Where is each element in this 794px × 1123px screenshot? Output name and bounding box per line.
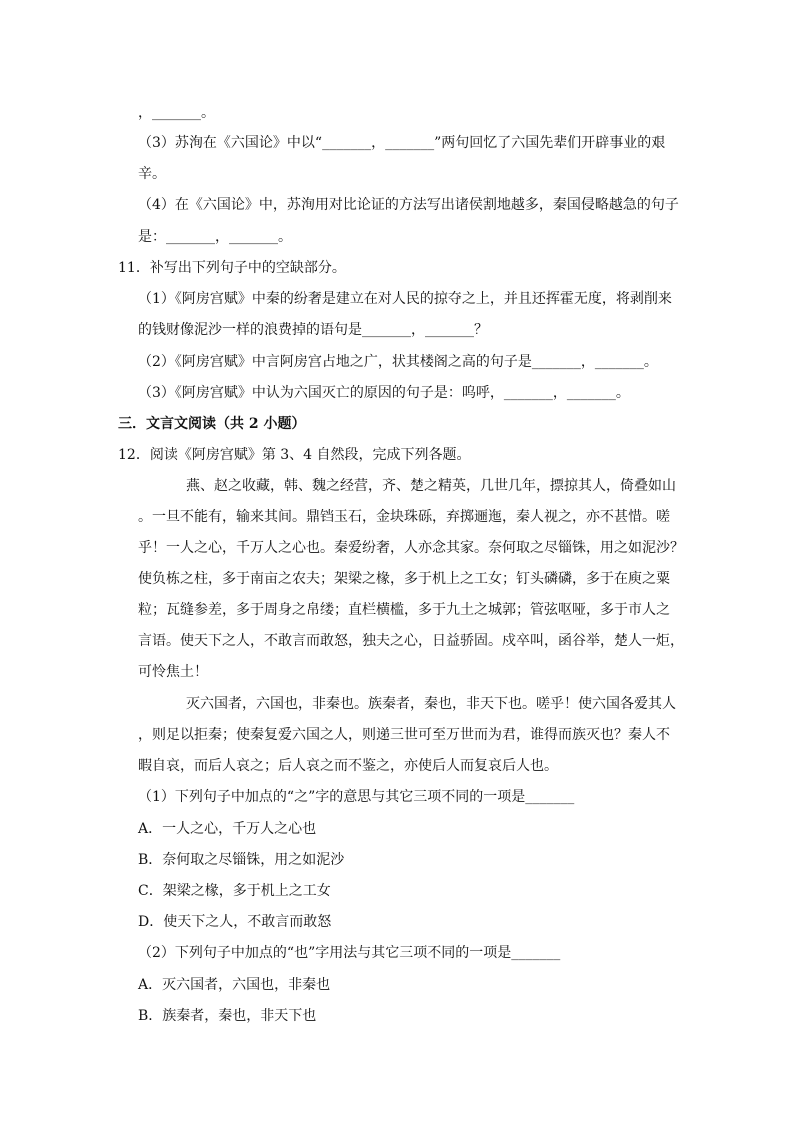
text-line-1: ，_______。 (138, 105, 215, 121)
text-line-28: （2）下列句子中加点的“也”字用法与其它三项不同的一项是_______ (138, 945, 561, 961)
text-line-26: C．架梁之椽，多于机上之工女 (138, 883, 331, 899)
text-line-21: ，则足以拒秦；使秦复爱六国之人，则递三世可至万世而为君，谁得而族灭也？秦人不 (138, 727, 670, 743)
text-line-11: 三．文言文阅读（共 2 小题） (118, 416, 306, 432)
text-line-7: （1）《阿房宫赋》中秦的纷奢是建立在对人民的掠夺之上，并且还挥霍无度，将剥削来 (138, 291, 672, 307)
text-line-8: 的钱财像泥沙一样的浪费掉的语句是_______，_______？ (138, 322, 488, 338)
text-line-10: （3）《阿房宫赋》中认为六国灭亡的原因的句子是：呜呼，_______，_______。 (138, 385, 630, 401)
text-line-29: A．灭六国者，六国也，非秦也 (138, 977, 331, 993)
text-line-24: A．一人之心，千万人之心也 (138, 821, 317, 837)
text-line-15: 乎！一人之心，千万人之心也。秦爱纷奢，人亦念其家。奈何取之尽锱铢，用之如泥沙？ (138, 540, 684, 556)
text-line-4: （4）在《六国论》中，苏洵用对比论证的方法写出诸侯割地越多，秦国侵略越急的句子 (138, 197, 679, 213)
text-line-12: 12．阅读《阿房宫赋》第 3、4 自然段，完成下列各题。 (118, 447, 471, 463)
text-line-2: （3）苏洵在《六国论》中以“_______，_______”两句回忆了六国先辈们开辟事业的艰 (138, 135, 666, 151)
text-line-13: 燕、赵之收藏，韩、魏之经营，齐、楚之精英，几世几年，摽掠其人，倚叠如山 (186, 478, 676, 494)
text-line-19: 可怜焦土！ (138, 664, 208, 680)
text-line-20: 灭六国者，六国也，非秦也。族秦者，秦也，非天下也。嗟乎！使六国各爱其人 (186, 696, 676, 712)
text-line-17: 粒；瓦缝参差，多于周身之帛缕；直栏横槛，多于九土之城郭；管弦呕哑，多于市人之 (138, 602, 670, 618)
text-line-5: 是：_______，_______。 (138, 229, 292, 245)
text-line-27: D．使天下之人，不敢言而敢怒 (138, 914, 332, 930)
text-line-9: （2）《阿房宫赋》中言阿房宫占地之广，状其楼阁之高的句子是_______，_______。 (138, 354, 658, 370)
text-line-23: （1）下列句子中加点的“之”字的意思与其它三项不同的一项是_______ (138, 789, 575, 805)
text-line-18: 言语。使天下之人，不敢言而敢怒，独夫之心，日益骄固。戍卒叫，函谷举，楚人一炬， (138, 633, 684, 649)
text-line-3: 辛。 (138, 166, 166, 182)
text-line-25: B．奈何取之尽锱铢，用之如泥沙 (138, 852, 345, 868)
text-line-6: 11．补写出下列句子中的空缺部分。 (118, 260, 346, 276)
text-line-30: B．族秦者，秦也，非天下也 (138, 1008, 317, 1024)
text-line-14: 。一旦不能有，输来其间。鼎铛玉石，金块珠砾，弃掷逦迤，秦人视之，亦不甚惜。嗟 (138, 509, 670, 525)
text-line-22: 暇自哀，而后人哀之；后人哀之而不鉴之，亦使后人而复哀后人也。 (138, 758, 558, 774)
text-line-16: 使负栋之柱，多于南亩之农夫；架梁之椽，多于机上之工女；钉头磷磷，多于在庾之粟 (138, 571, 670, 587)
